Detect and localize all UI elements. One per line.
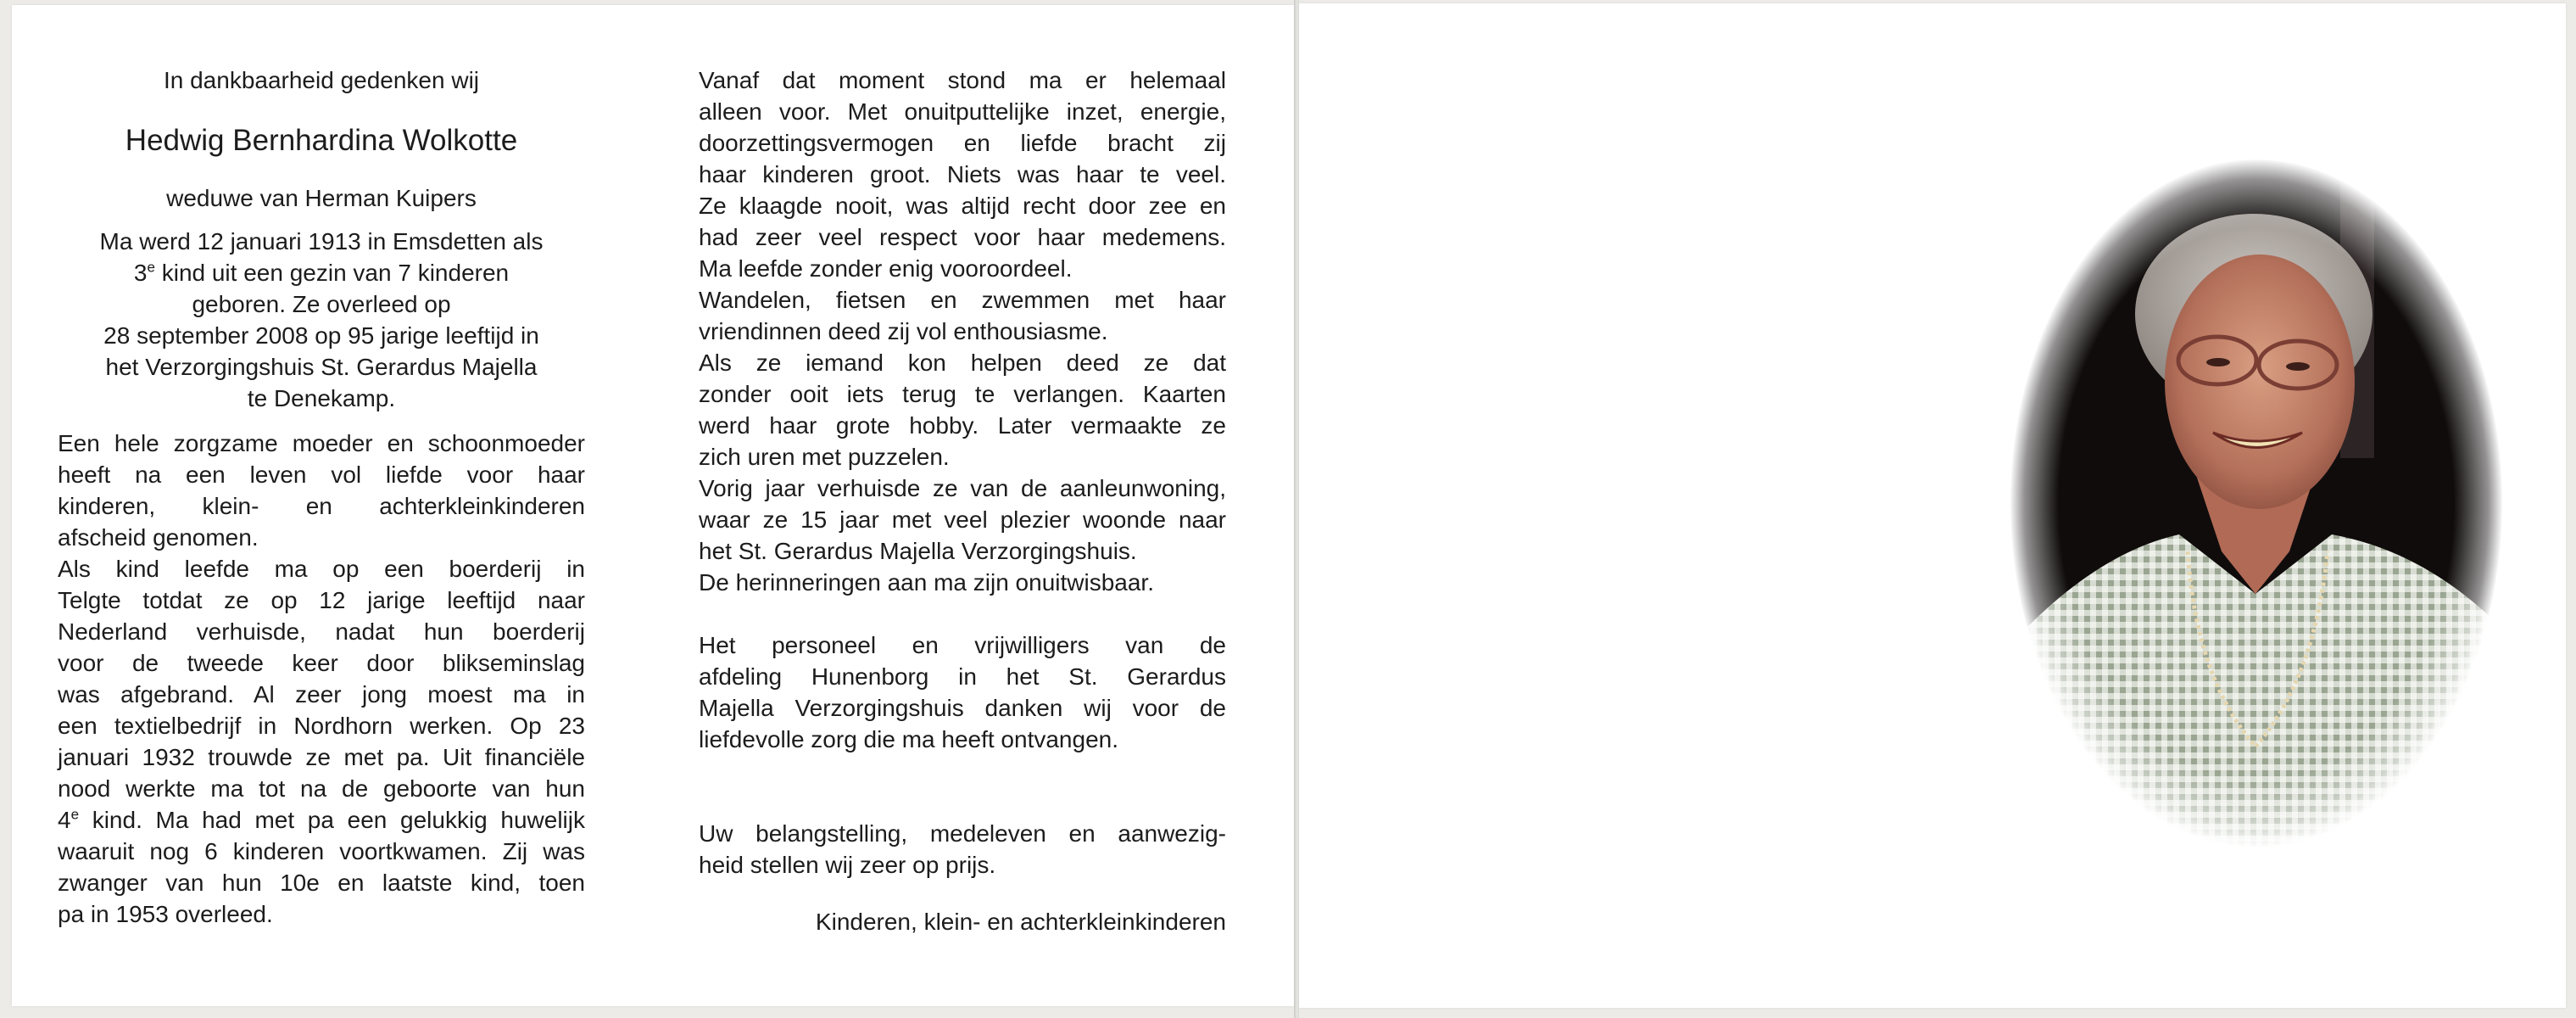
text-line: had zeer veel respect voor haar medemens.	[699, 224, 1226, 250]
text-line: vriendinnen deed zij vol enthousiasme.	[699, 318, 1108, 344]
birth-line: Ma werd 12 januari 1913 in Emsdetten als	[99, 228, 544, 255]
birth-line: het Verzorgingshuis St. Gerardus Majella	[105, 354, 538, 380]
birth-line: 3e kind uit een gezin van 7 kinderen	[133, 259, 510, 286]
text-line: pa in 1953 overleed.	[58, 901, 273, 927]
text-line: Als kind leefde ma op een boerderij in	[58, 556, 585, 582]
text-line: waaruit nog 6 kinderen voortkwamen. Zij was	[58, 838, 585, 864]
card-fold	[1294, 0, 1299, 1018]
portrait-photo	[2001, 153, 2512, 853]
spacer	[699, 755, 1226, 818]
text-line: Ze klaagde nooit, was altijd recht door zee en	[699, 193, 1226, 219]
text-line: een textielbedrijf in Nordhorn werken. Op 23	[58, 713, 585, 739]
text-line: zwanger van hun 10e en laatste kind, toen	[58, 870, 585, 896]
text-line: Wandelen, fietsen en zwemmen met haar	[699, 287, 1226, 313]
birth-death-block	[58, 226, 585, 414]
text-line: Telgte totdat ze op 12 jarige leeftijd naar	[58, 587, 585, 613]
text-line: 4e kind. Ma had met pa een gelukkig huwelijk	[58, 806, 585, 833]
text-line: liefdevolle zorg die ma heeft ontvangen.	[699, 726, 1118, 752]
middle-text-column	[699, 64, 1226, 937]
intro-line: In dankbaarheid gedenken wij	[163, 67, 480, 93]
text-line: werd haar grote hobby. Later vermaakte ze	[699, 412, 1226, 439]
text-line: Vorig jaar verhuisde ze van de aanleunwoning,	[699, 475, 1226, 501]
text-line: afscheid genomen.	[58, 524, 259, 551]
text-line: Uw belangstelling, medeleven en aanwezig-	[699, 820, 1226, 847]
text-line: het St. Gerardus Majella Verzorgingshuis.	[699, 538, 1137, 564]
text-line: doorzettingsvermogen en liefde bracht zij	[699, 130, 1226, 156]
text-line: afdeling Hunenborg in het St. Gerardus	[699, 663, 1226, 690]
text-line: Majella Verzorgingshuis danken wij voor de	[699, 695, 1226, 721]
signature-line: Kinderen, klein- en achterkleinkinderen	[815, 909, 1226, 935]
text-line: Vanaf dat moment stond ma er helemaal	[699, 67, 1226, 93]
widow-line: weduwe van Herman Kuipers	[166, 185, 477, 211]
text-line: Een hele zorgzame moeder en schoonmoeder	[58, 430, 585, 456]
spacer	[699, 598, 1226, 629]
birth-line: 28 september 2008 op 95 jarige leeftijd in	[103, 322, 539, 349]
text-line: nood werkte ma tot na de geboorte van hun	[58, 775, 585, 802]
text-line: was afgebrand. Al zeer jong moest ma in	[58, 681, 585, 708]
text-line: zonder ooit iets terug te verlangen. Kaarten	[699, 381, 1226, 407]
text-line: Het personeel en vrijwilligers van de	[699, 632, 1226, 658]
text-line: zich uren met puzzelen.	[699, 444, 950, 470]
text-line: kinderen, klein- en achterkleinkinderen	[58, 493, 585, 519]
farewell-paragraph	[58, 428, 585, 553]
text-line: Als ze iemand kon helpen deed ze dat	[699, 350, 1226, 376]
thanks-sympathy-paragraph	[699, 818, 1226, 881]
text-line: voor de tweede keer door blikseminslag	[58, 650, 585, 676]
thanks-staff-paragraph	[699, 629, 1226, 755]
text-line: januari 1932 trouwde ze met pa. Uit financiële	[58, 744, 585, 770]
text-line: Ma leefde zonder enig vooroordeel.	[699, 255, 1073, 282]
portrait-illustration	[2001, 153, 2512, 853]
left-text-column	[58, 64, 585, 930]
text-line: heeft na een leven vol liefde voor haar	[58, 461, 585, 488]
life-story-paragraph	[58, 553, 585, 930]
birth-line: geboren. Ze overleed op	[192, 291, 451, 317]
text-line: waar ze 15 jaar met veel plezier woonde naar	[699, 506, 1226, 533]
text-line: haar kinderen groot. Niets was haar te veel.	[699, 161, 1226, 187]
text-line: heid stellen wij zeer op prijs.	[699, 852, 996, 878]
text-line: Nederland verhuisde, nadat hun boerderij	[58, 618, 585, 645]
tribute-paragraph	[699, 64, 1226, 598]
text-line: De herinneringen aan ma zijn onuitwisbaar.	[699, 569, 1154, 596]
text-line: alleen voor. Met onuitputtelijke inzet, energie,	[699, 98, 1226, 125]
birth-line: te Denekamp.	[247, 385, 396, 411]
deceased-name: Hedwig Bernhardina Wolkotte	[125, 124, 518, 157]
